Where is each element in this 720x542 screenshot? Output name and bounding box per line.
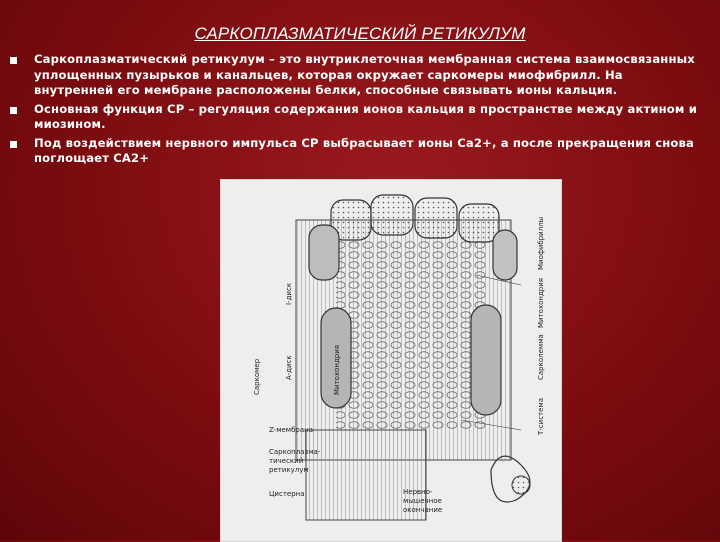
square-bullet-icon <box>10 57 17 64</box>
bullet-item <box>10 52 706 99</box>
square-bullet-icon <box>10 107 17 114</box>
label-sarcomere: Саркомер <box>253 358 261 395</box>
bullet-text: Под воздействием нервного импульса СР выбрасывает ионы Са2+, а после прекращения снова поглощает СА2+ <box>34 135 695 165</box>
label-sr-line3: ретикулум <box>269 466 309 474</box>
reticulum-network <box>336 240 486 430</box>
bullet-item <box>10 102 706 133</box>
label-sr-line1: Саркоплазма- <box>269 448 321 456</box>
label-myofibrils: Миофибриллы <box>537 216 545 270</box>
bullet-text: Саркоплазматический ретикулум – это внутриклеточная мембранная система взаимосвязанных уплощенных пузырьков и канальцев, которая окружает саркомеры миофибрилл. На внутренней его мембране расположены белки, способные связывать ионы кальция. <box>34 52 695 97</box>
bullet-list <box>10 52 706 170</box>
label-sr-line2: тический <box>269 457 304 465</box>
label-nm-line3: окончание <box>403 506 443 514</box>
label-i-disk: I-диск <box>285 282 293 305</box>
label-a-disk: A-диск <box>285 355 293 380</box>
label-mitochondria-right: Митохондрия <box>537 278 545 328</box>
label-mitochondria-center: Митохондрия <box>333 345 341 395</box>
bullet-text: Основная функция СР – регуляция содержания ионов кальция в пространстве между актином и миозином. <box>34 101 697 131</box>
diagram-drawing <box>221 180 561 541</box>
sarcoplasmic-reticulum-diagram <box>220 179 562 542</box>
nerve-terminal <box>512 476 530 494</box>
label-sarcolemma: Сарколемма <box>537 334 545 380</box>
slide-title: САРКОПЛАЗМАТИЧЕСКИЙ РЕТИКУЛУМ <box>194 24 526 43</box>
square-bullet-icon <box>10 141 17 148</box>
bullet-item <box>10 136 706 167</box>
label-nm-line1: Нервно- <box>403 488 433 496</box>
label-z-membrane: Z-мембрана <box>269 426 313 434</box>
label-t-system: Т-система <box>537 397 545 435</box>
label-nm-line2: мышечное <box>403 497 442 505</box>
label-cistern: Цистерна <box>269 490 305 498</box>
